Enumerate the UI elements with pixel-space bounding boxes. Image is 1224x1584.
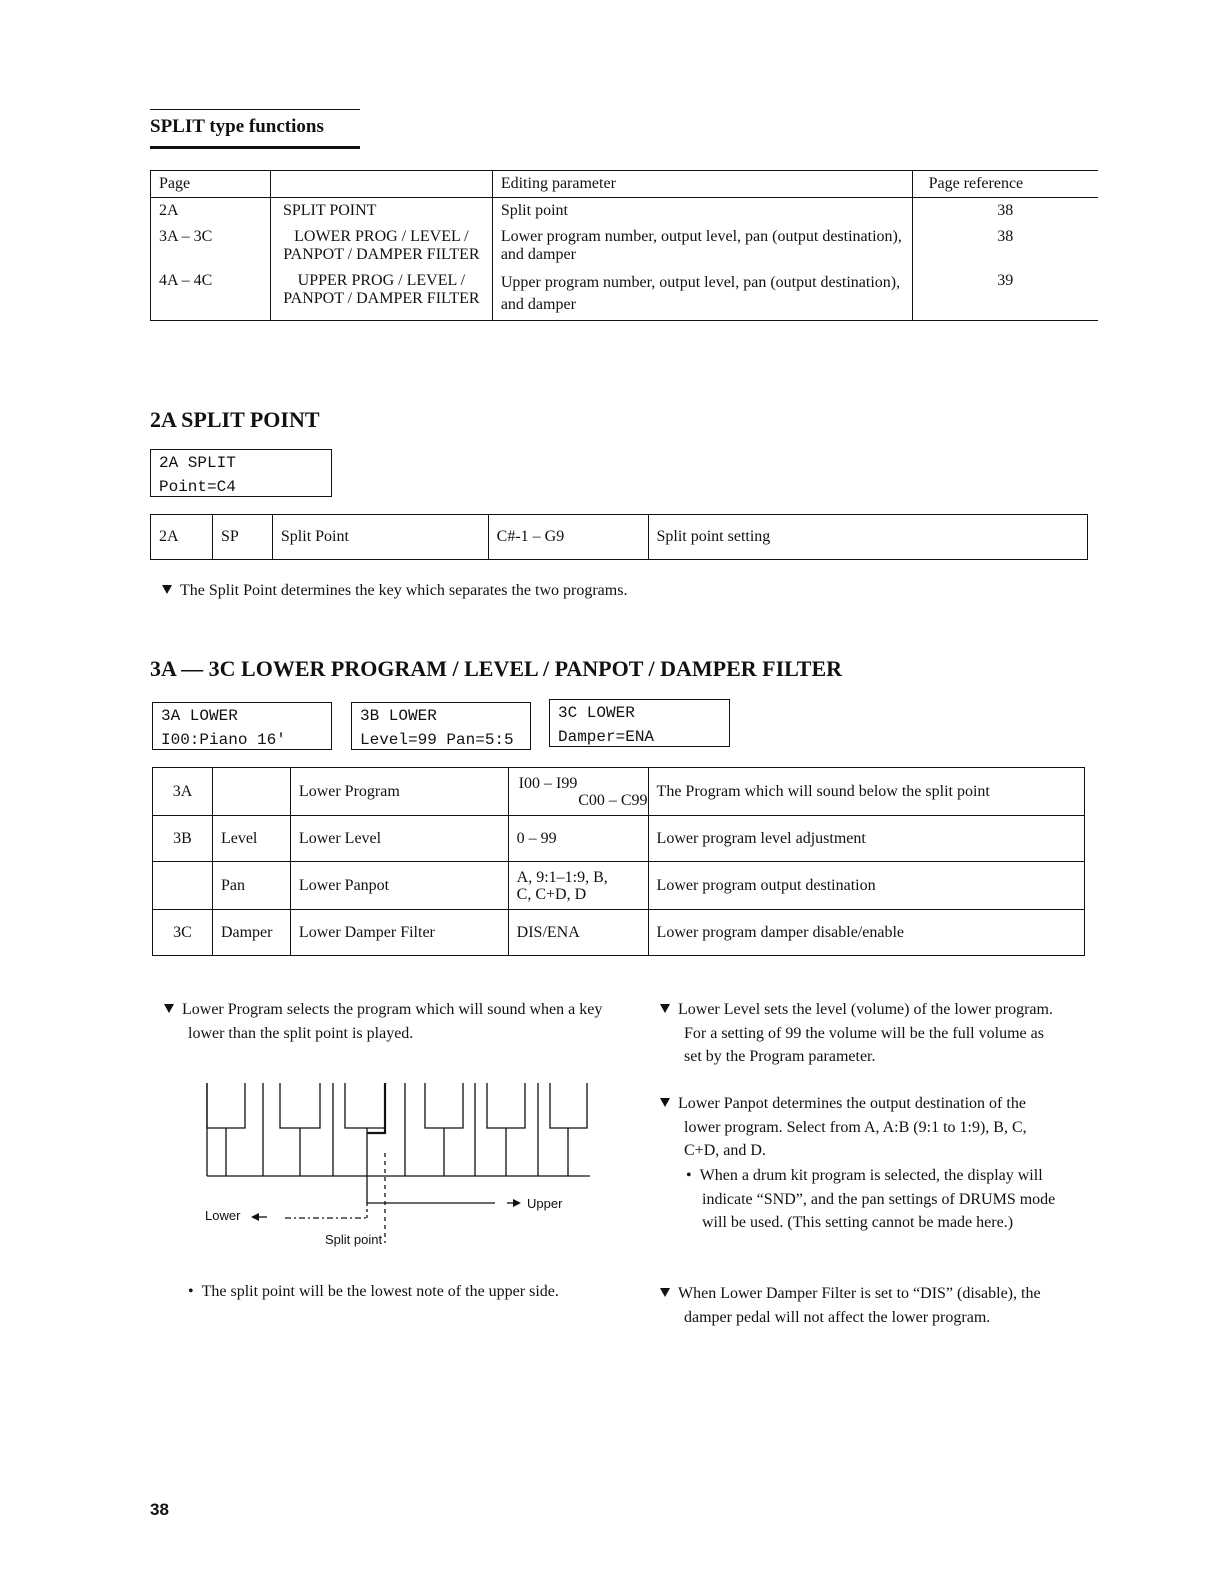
cell-abbr [212,768,290,816]
keyboard-split-diagram [195,1078,605,1263]
table-row [153,816,1085,862]
cell-page: 3B [153,816,213,862]
table-header-row [151,171,1099,198]
cell-abbr: Pan [212,862,290,910]
note-text: The split point will be the lowest note of the upper side. [201,1283,559,1300]
note-text: Lower Program selects the program which will sound when a key lower than the split point is played. [182,1001,603,1042]
param-table-2a [150,514,1088,560]
table-row [153,768,1085,816]
table-row [151,198,1099,225]
black-key [425,1083,463,1128]
cell-function-name: UPPER PROG / LEVEL / PANPOT / DAMPER FILTER [270,268,492,321]
black-key [345,1083,385,1128]
note-lower-level [660,998,1058,1069]
cell-description: The Program which will sound below the split point [648,768,1084,816]
cell-page: 3C [153,910,213,956]
cell-page-ref: 39 [912,268,1098,321]
lcd-line-2: Level=99 Pan=5:5 [360,731,514,749]
col-header-editing-parameter: Editing parameter [492,171,912,198]
cell-name: Lower Level [290,816,508,862]
table-row [153,862,1085,910]
lower-arrow-icon [251,1213,259,1221]
note-split-point [162,579,627,603]
note-lower-panpot [660,1092,1058,1163]
heading-rule-top [150,109,360,110]
dot-bullet-icon: • [188,1283,202,1300]
triangle-bullet-icon [660,1098,670,1107]
cell-range: 0 – 99 [508,816,648,862]
range-line-1: I00 – I99 [518,774,578,792]
diagram-label-upper: Upper [527,1196,563,1211]
col-header-blank [270,171,492,198]
black-key [207,1083,245,1128]
lcd-line-1: 3A LOWER [161,707,238,725]
lcd-display-3b [351,702,531,750]
triangle-bullet-icon [660,1004,670,1013]
note-damper-filter [660,1282,1058,1329]
cell-abbr: SP [212,515,272,560]
note-text: When a drum kit program is selected, the display will indicate “SND”, and the pan settings of DRUMS mode will be used. (This setting cannot be made here.) [699,1167,1056,1231]
cell-description: Lower program output destination [648,862,1084,910]
split-functions-table [150,170,1098,321]
range-line-2: C00 – C99 [578,791,648,809]
heading-rule-bottom [150,146,360,149]
triangle-bullet-icon [164,1004,174,1013]
black-key [487,1083,525,1128]
section-title-3a-3c: 3A — 3C LOWER PROGRAM / LEVEL / PANPOT / DAMPER FILTER [150,656,843,681]
cell-param: Upper program number, output level, pan (output destination), and damper [492,268,912,321]
range-line-2: C, C+D, D [516,885,587,903]
cell-page: 2A [151,515,213,560]
note-text: Lower Panpot determines the output destination of the lower program. Select from A, A:B (9:1 to 1:9), B, C, C+D, and D. [678,1095,1027,1159]
lcd-display-3c [549,699,730,747]
lcd-line-1: 2A SPLIT [159,454,236,472]
lcd-line-1: 3C LOWER [558,704,635,722]
table-row [151,224,1099,268]
cell-name: Lower Damper Filter [290,910,508,956]
lcd-line-2: Point=C4 [159,478,236,496]
triangle-bullet-icon [162,585,172,594]
cell-range [508,862,648,910]
cell-param: Lower program number, output level, pan (output destination), and damper [492,224,912,268]
lcd-display-3a [152,702,332,750]
cell-name: Lower Panpot [290,862,508,910]
note-text: The Split Point determines the key which separates the two programs. [180,582,628,599]
cell-function-name: SPLIT POINT [270,198,492,225]
split-key-marker [367,1083,385,1133]
cell-abbr: Level [212,816,290,862]
lcd-line-2: I00:Piano 16' [161,731,286,749]
cell-range: DIS/ENA [508,910,648,956]
cell-function-name: LOWER PROG / LEVEL / PANPOT / DAMPER FILTER [270,224,492,268]
note-lowest-note [188,1280,614,1304]
black-key [280,1083,320,1128]
cell-page: 3A [153,768,213,816]
cell-page: 3A – 3C [151,224,271,268]
cell-name: Split Point [272,515,488,560]
note-lower-program [164,998,614,1045]
black-key [550,1083,587,1128]
note-text: Lower Level sets the level (volume) of the lower program. For a setting of 99 the volume will be the full volume as set by the Program parameter. [678,1001,1053,1065]
lcd-display-2a [150,449,332,497]
lcd-line-2: Damper=ENA [558,728,655,746]
cell-abbr: Damper [212,910,290,956]
param-table-3a-3c [152,767,1085,956]
cell-page-ref: 38 [912,198,1098,225]
cell-description: Split point setting [648,515,1088,560]
triangle-bullet-icon [660,1288,670,1297]
cell-page: 4A – 4C [151,268,271,321]
cell-page: 2A [151,198,271,225]
diagram-label-lower: Lower [205,1208,241,1223]
col-header-page-reference: Page reference [912,171,1098,198]
page-number: 38 [150,1500,169,1519]
diagram-label-split-point: Split point [325,1232,383,1247]
note-drum-kit [686,1164,1058,1235]
note-text: When Lower Damper Filter is set to “DIS” (disable), the damper pedal will not affect the lower program. [678,1285,1041,1326]
range-line-1: A, 9:1–1:9, B, [516,868,608,886]
cell-page-ref: 38 [912,224,1098,268]
section-heading-split-functions: SPLIT type functions [150,116,324,137]
cell-description: Lower program damper disable/enable [648,910,1084,956]
section-title-2a: 2A SPLIT POINT [150,407,320,432]
upper-arrow-icon [513,1199,521,1207]
table-row [153,910,1085,956]
cell-page [153,862,213,910]
cell-param: Split point [492,198,912,225]
cell-name: Lower Program [290,768,508,816]
lcd-line-1: 3B LOWER [360,707,437,725]
cell-description: Lower program level adjustment [648,816,1084,862]
table-row [151,515,1088,560]
cell-range: C#-1 – G9 [488,515,648,560]
table-row [151,268,1099,321]
dot-bullet-icon: • [686,1167,700,1184]
col-header-page: Page [151,171,271,198]
cell-range [508,768,648,816]
